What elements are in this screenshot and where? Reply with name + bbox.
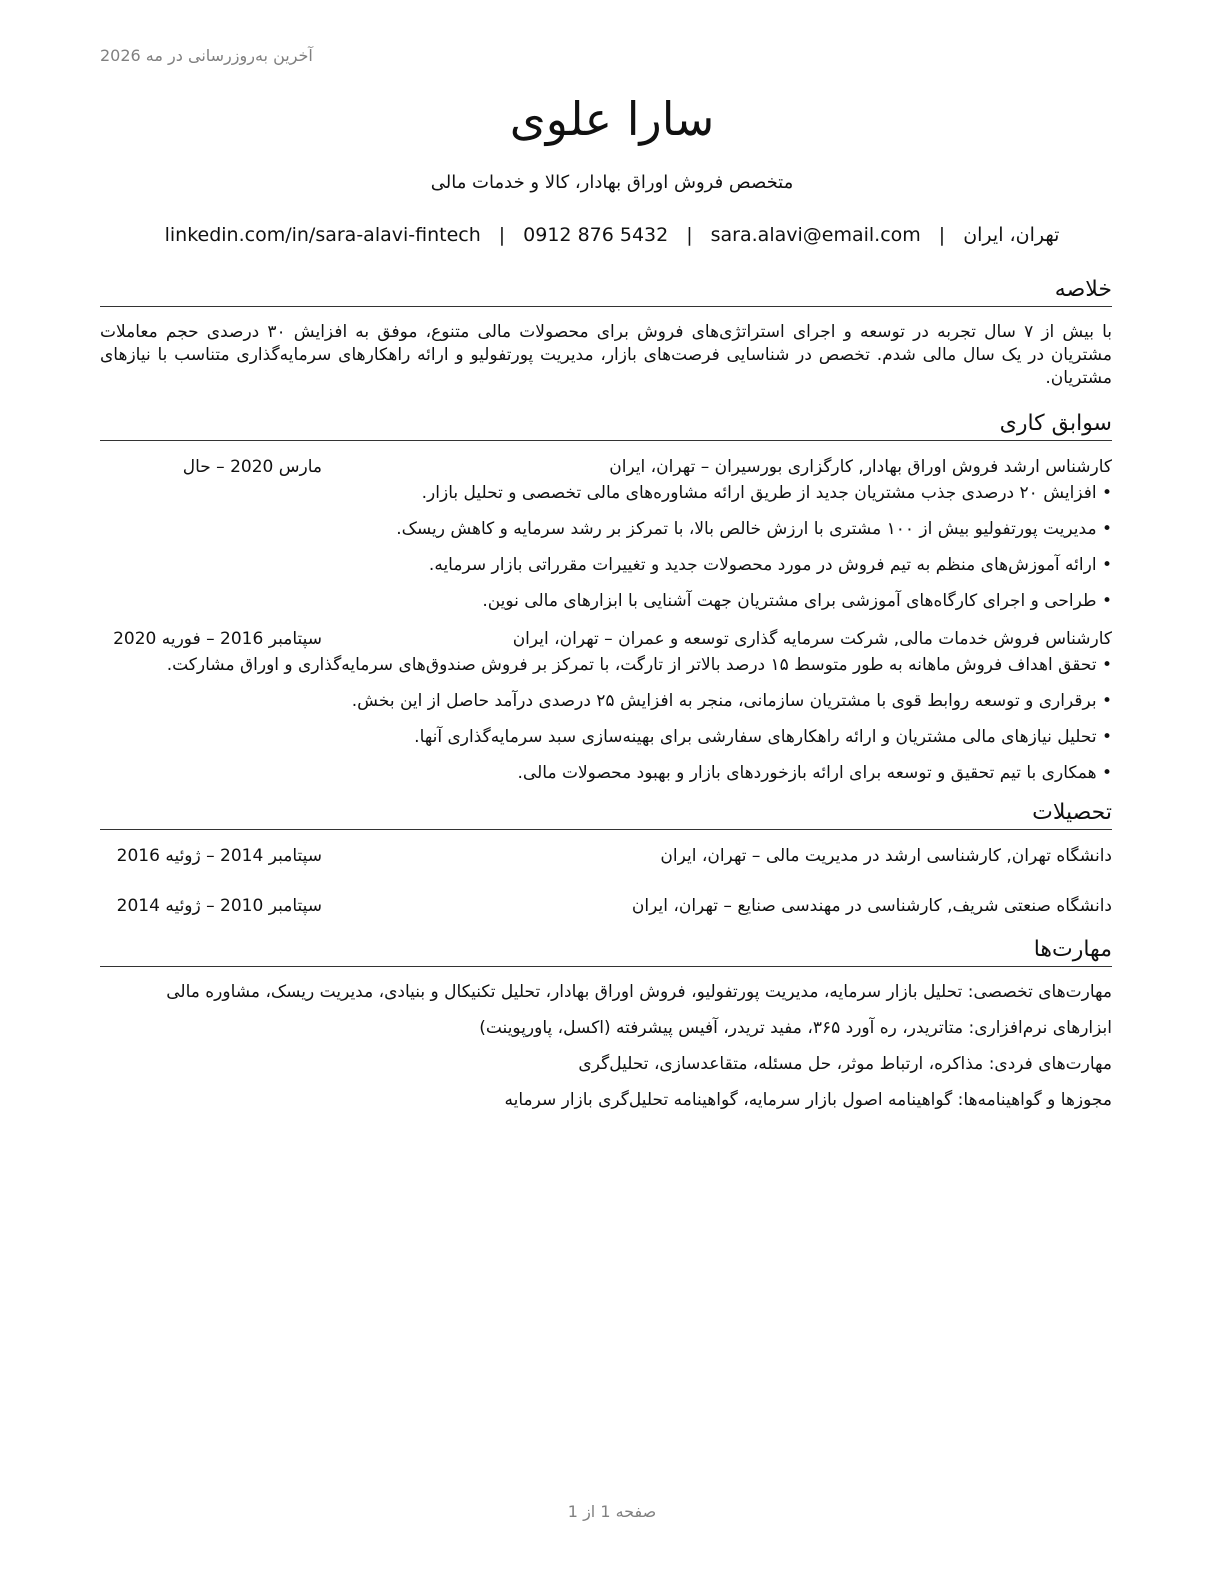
- job-bullet: • مدیریت پورتفولیو بیش از ۱۰۰ مشتری با ارزش خالص بالا، با تمرکز بر رشد سرمایه و کاهش ریسک.: [100, 517, 1112, 541]
- candidate-name: سارا علوی: [509, 92, 715, 146]
- contact-linkedin[interactable]: linkedin.com/in/sara-alavi-fintech: [164, 224, 481, 246]
- section-title-skills: مهارت‌ها: [100, 936, 1112, 967]
- job-header: [100, 627, 1112, 651]
- summary-text: با بیش از ۷ سال تجربه در توسعه و اجرای استراتژی‌های فروش برای محصولات مالی متنوع، موفق به افزایش ۳۰ درصدی حجم معاملات مشتریان در یک سال مالی شدم. تخصص در شناسایی فرصت‌های بازار، مدیریت پورتفولیو و ارائه راهکارهای سرمایه‌گذاری متناسب با نیازهای مشتریان.: [100, 322, 1112, 388]
- education-text: دانشگاه تهران, کارشناسی ارشد در مدیریت مالی – تهران، ایران: [660, 846, 1112, 866]
- skill-line: ابزارهای نرم‌افزاری: متاتریدر، ره آورد ۳۶۵، مفید تریدر، آفیس پیشرفته (اکسل، پاورپوینت): [479, 1018, 1112, 1038]
- education-text: دانشگاه صنعتی شریف, کارشناسی در مهندسی صنایع – تهران، ایران: [631, 896, 1112, 916]
- job-bullets: [100, 481, 1112, 613]
- job-dates: مارس 2020 – حال: [182, 457, 322, 477]
- job-bullet: • تحلیل نیازهای مالی مشتریان و ارائه راهکارهای سفارشی برای بهینه‌سازی سبد سرمایه‌گذاری آنها.: [100, 725, 1112, 749]
- skill-line: مهارت‌های فردی: مذاکره، ارتباط موثر، حل مسئله، متقاعدسازی، تحلیل‌گری: [578, 1054, 1112, 1074]
- job-bullet: • طراحی و اجرای کارگاه‌های آموزشی برای مشتریان جهت آشنایی با ابزارهای مالی نوین.: [100, 589, 1112, 613]
- job-bullet: • ارائه آموزش‌های منظم به تیم فروش در مورد محصولات جدید و تغییرات مقرراتی بازار سرمایه.: [100, 553, 1112, 577]
- contact-separator: |: [686, 224, 693, 246]
- education-section: [100, 799, 1112, 918]
- candidate-headline: متخصص فروش اوراق بهادار، کالا و خدمات مالی: [430, 172, 794, 193]
- job-header: [100, 455, 1112, 479]
- last-updated-note: آخرین به‌روزرسانی در مه 2026: [100, 46, 313, 65]
- section-title-education: تحصیلات: [100, 799, 1112, 830]
- job-bullet: • برقراری و توسعه روابط قوی با مشتریان سازمانی، منجر به افزایش ۲۵ درصدی درآمد حاصل از این بخش.: [100, 689, 1112, 713]
- skill-line: مهارت‌های تخصصی: تحلیل بازار سرمایه، مدیریت پورتفولیو، فروش اوراق بهادار، تحلیل تکنیکال و بنیادی، مدیریت ریسک، مشاوره مالی: [166, 982, 1112, 1002]
- page-number: صفحه 1 از 1: [567, 1502, 657, 1521]
- education-entry: [100, 844, 1112, 868]
- contact-separator: |: [938, 224, 946, 246]
- skill-line: مجوزها و گواهینامه‌ها: گواهینامه اصول بازار سرمایه، گواهینامه تحلیل‌گری بازار سرمایه: [504, 1090, 1112, 1110]
- job-role: کارشناس فروش خدمات مالی, شرکت سرمایه گذاری توسعه و عمران – تهران، ایران: [512, 629, 1112, 649]
- contact-location: تهران، ایران: [963, 224, 1060, 246]
- summary-section: [100, 276, 1112, 390]
- education-entry: [100, 894, 1112, 918]
- experience-section: [100, 410, 1112, 785]
- section-title-summary: خلاصه: [100, 276, 1112, 307]
- education-dates: سپتامبر 2014 – ژوئیه 2016: [116, 846, 322, 866]
- job-bullets: [100, 653, 1112, 785]
- contact-separator: |: [498, 224, 506, 246]
- skills-section: [100, 936, 1112, 1111]
- job-bullet: • تحقق اهداف فروش ماهانه به طور متوسط ۱۵ درصد بالاتر از تارگت، با تمرکز بر فروش صندوق‌های سرمایه‌گذاری و اوراق مشارکت.: [100, 653, 1112, 677]
- section-title-experience: سوابق کاری: [100, 410, 1112, 441]
- job-dates: سپتامبر 2016 – فوریه 2020: [113, 629, 322, 649]
- contact-phone[interactable]: 0912 876 5432: [523, 224, 669, 246]
- job-bullet: • همکاری با تیم تحقیق و توسعه برای ارائه بازخوردهای بازار و بهبود محصولات مالی.: [100, 761, 1112, 785]
- job-bullet: • افزایش ۲۰ درصدی جذب مشتریان جدید از طریق ارائه مشاوره‌های مالی تخصصی و تحلیل بازار.: [100, 481, 1112, 505]
- contact-line: [0, 224, 1224, 246]
- education-dates: سپتامبر 2010 – ژوئیه 2014: [116, 896, 322, 916]
- job-entry: [100, 627, 1112, 785]
- contact-email[interactable]: sara.alavi@email.com: [710, 224, 921, 246]
- job-entry: [100, 455, 1112, 613]
- resume-content: [100, 276, 1112, 1125]
- job-role: کارشناس ارشد فروش اوراق بهادار, کارگزاری بورسیران – تهران، ایران: [609, 457, 1112, 477]
